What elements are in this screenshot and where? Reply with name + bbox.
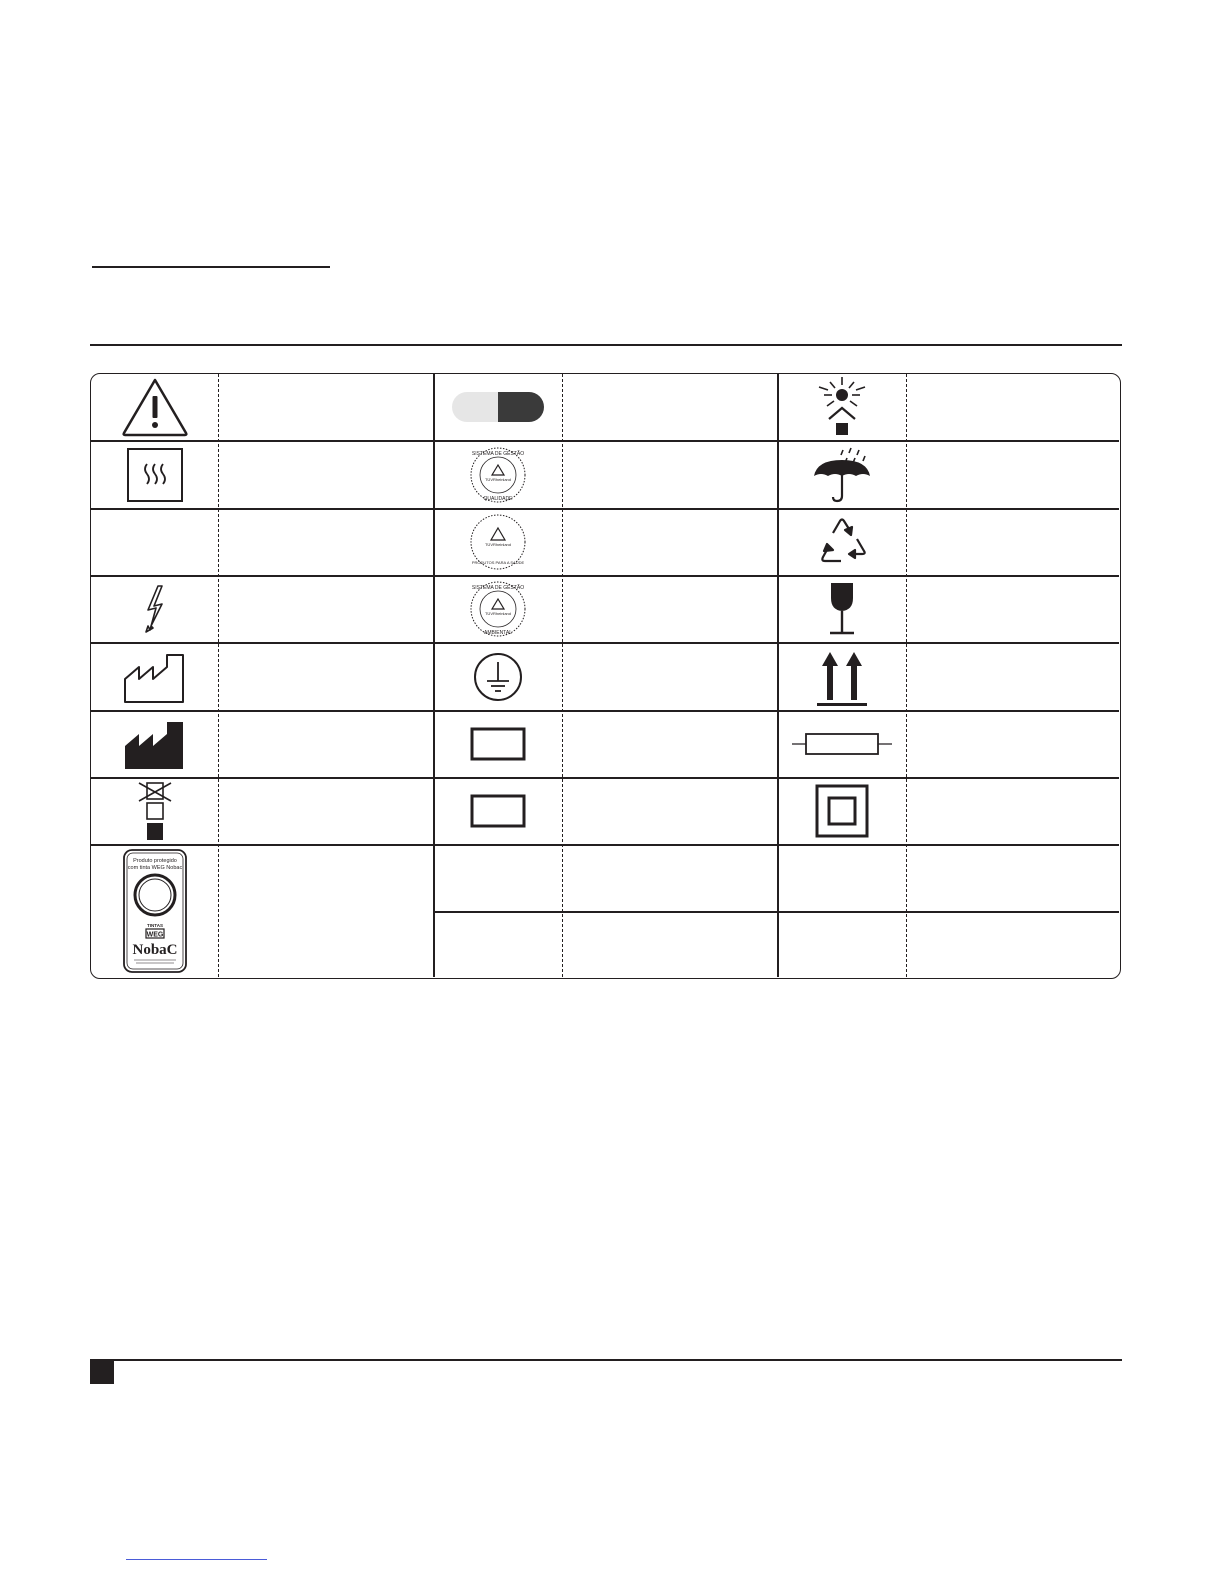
row-divider [91, 844, 1119, 846]
title-underline [92, 266, 330, 268]
tuv-environmental-seal-icon [434, 576, 562, 642]
protective-earth-ground-icon [434, 643, 562, 710]
column-divider-dashed [218, 374, 219, 977]
row-divider [91, 440, 1119, 442]
keep-away-from-sunlight-icon [778, 374, 906, 440]
fragile-glass-icon [778, 576, 906, 642]
rectangle-outline-icon [434, 711, 562, 777]
svg-text:TÜVRheinland: TÜVRheinland [484, 611, 512, 616]
warning-triangle-icon [91, 374, 218, 440]
row-divider [91, 642, 1119, 644]
svg-text:TÜVRheinland: TÜVRheinland [484, 542, 512, 547]
tuv-health-products-seal-icon [434, 509, 562, 575]
manufacturing-date-factory-icon [91, 643, 218, 710]
svg-text:QUALIDADE: QUALIDADE [483, 495, 513, 502]
manufacturer-factory-icon [91, 711, 218, 777]
column-divider-dashed [906, 374, 907, 977]
svg-text:AMBIENTAL: AMBIENTAL [484, 630, 512, 636]
tuv-quality-seal-icon [434, 441, 562, 508]
fuse-icon [778, 711, 906, 777]
svg-text:TINTAS: TINTAS [146, 923, 163, 928]
svg-text:SISTEMA DE GESTÃO: SISTEMA DE GESTÃO [471, 585, 525, 591]
double-insulation-class-ii-icon [778, 778, 906, 844]
section-top-rule [90, 344, 1122, 346]
keep-dry-umbrella-icon [778, 441, 906, 508]
nobac-antimicrobial-label-icon [91, 845, 218, 977]
stacking-limit-icon [91, 778, 218, 844]
row-divider [91, 777, 1119, 779]
svg-text:TÜVRheinland: TÜVRheinland [484, 476, 512, 482]
row-divider [91, 508, 1119, 510]
row-divider [91, 710, 1119, 712]
svg-text:com tinta WEG Nobac: com tinta WEG Nobac [127, 865, 182, 871]
electric-hazard-bolt-icon [91, 576, 218, 642]
footer-rule [90, 1359, 1122, 1361]
svg-text:WEG: WEG [146, 931, 163, 939]
rectangle-outline-icon [434, 778, 562, 844]
column-divider-dashed [562, 374, 563, 977]
link-underline[interactable] [126, 1559, 267, 1560]
this-way-up-arrows-icon [778, 643, 906, 710]
svg-text:Produto protegido: Produto protegido [132, 858, 177, 864]
page-number-tab [90, 1361, 114, 1384]
row-divider [91, 575, 1119, 577]
toggle-switch-icon [434, 374, 562, 440]
hot-surface-icon [91, 441, 218, 508]
svg-text:SISTEMA DE GESTÃO: SISTEMA DE GESTÃO [471, 450, 525, 457]
symbols-table [90, 373, 1121, 979]
svg-text:NobaC: NobaC [131, 942, 178, 958]
svg-text:PRODUTOS PARA A SAÚDE: PRODUTOS PARA A SAÚDE [471, 560, 525, 565]
recycle-icon [778, 509, 906, 575]
